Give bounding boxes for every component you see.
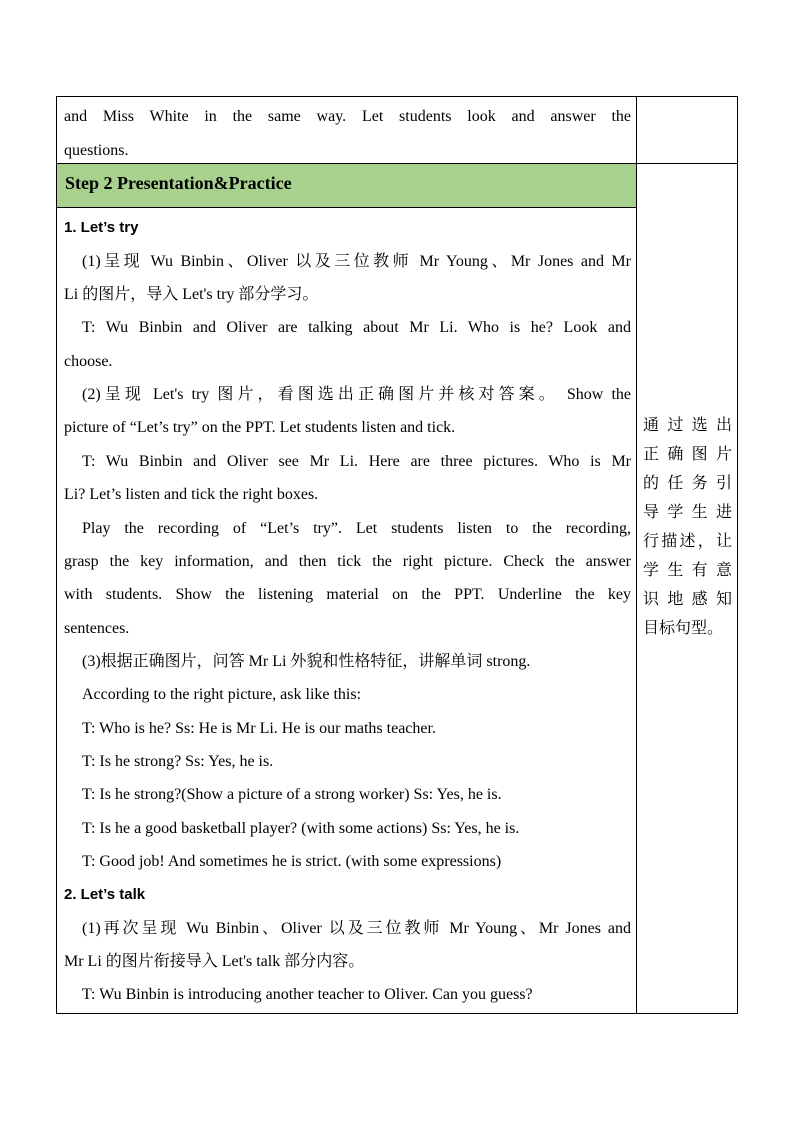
- side-note-line: 的任务引: [643, 473, 732, 492]
- table-border-left: [56, 96, 57, 1014]
- section1-line: picture of “Let’s try” on the PPT. Let students listen and tick.: [64, 419, 456, 436]
- side-note: [643, 410, 732, 642]
- table-border-right: [737, 96, 738, 1014]
- section1-line: According to the right picture, ask like this:: [82, 686, 362, 703]
- section1-line: (3)根据正确图片，问答 Mr Li 外貌和性格特征，讲解单词 strong.: [82, 653, 531, 670]
- side-note-line: 正确图片: [643, 444, 732, 463]
- step-title: Step 2 Presentation&Practice: [65, 173, 292, 193]
- header-divider: [56, 207, 636, 208]
- section1-line: T: Wu Binbin and Oliver are talking about Mr Li. Who is he? Look and: [82, 319, 631, 336]
- section1-line: T: Is he strong?(Show a picture of a strong worker) Ss: Yes, he is.: [82, 786, 502, 803]
- section1-line: Li 的图片，导入 Let's try 部分学习。: [64, 286, 319, 303]
- section1-heading: 1. Let’s try: [64, 219, 139, 236]
- section1-line: Li? Let’s listen and tick the right boxes.: [64, 486, 319, 503]
- side-note-line: 学生有意: [643, 560, 732, 579]
- row1-line1: and Miss White in the same way. Let students look and answer the: [64, 108, 631, 125]
- section2-heading: 2. Let’s talk: [64, 886, 146, 903]
- section1-line: with students. Show the listening material on the PPT. Underline the key: [64, 586, 631, 603]
- section1-line: T: Good job! And sometimes he is strict. (with some expressions): [82, 853, 502, 870]
- side-note-line: 通过选出: [643, 415, 732, 434]
- section1-line: grasp the key information, and then tick the right picture. Check the answer: [64, 553, 631, 570]
- section1-line: sentences.: [64, 620, 130, 637]
- section1-line: (1)呈现 Wu Binbin、Oliver 以及三位教师 Mr Young、Mr Jones and Mr: [82, 253, 631, 270]
- section1-line: (2)呈现 Let's try 图片，看图选出正确图片并核对答案。 Show the: [82, 386, 631, 403]
- section2-line: Mr Li 的图片衔接导入 Let's talk 部分内容。: [64, 953, 365, 970]
- side-note-line: 行描述，让: [643, 531, 732, 550]
- section2-line: T: Wu Binbin is introducing another teacher to Oliver. Can you guess?: [82, 986, 533, 1003]
- section1-line: Play the recording of “Let’s try”. Let students listen to the recording,: [82, 520, 631, 537]
- section1-line: choose.: [64, 353, 113, 370]
- section1-line: T: Is he strong? Ss: Yes, he is.: [82, 753, 274, 770]
- row1-line2: questions.: [64, 142, 129, 159]
- section2-line: (1)再次呈现 Wu Binbin、Oliver 以及三位教师 Mr Young、Mr Jones and: [82, 920, 631, 937]
- section1-line: T: Is he a good basketball player? (with some actions) Ss: Yes, he is.: [82, 820, 520, 837]
- section1-line: T: Wu Binbin and Oliver see Mr Li. Here are three pictures. Who is Mr: [82, 453, 631, 470]
- section1-line: T: Who is he? Ss: He is Mr Li. He is our maths teacher.: [82, 720, 436, 737]
- step-header: [57, 164, 636, 207]
- side-note-line: 目标句型。: [643, 618, 724, 637]
- side-note-line: 识地感知: [643, 589, 732, 608]
- side-note-line: 导学生进: [643, 502, 732, 521]
